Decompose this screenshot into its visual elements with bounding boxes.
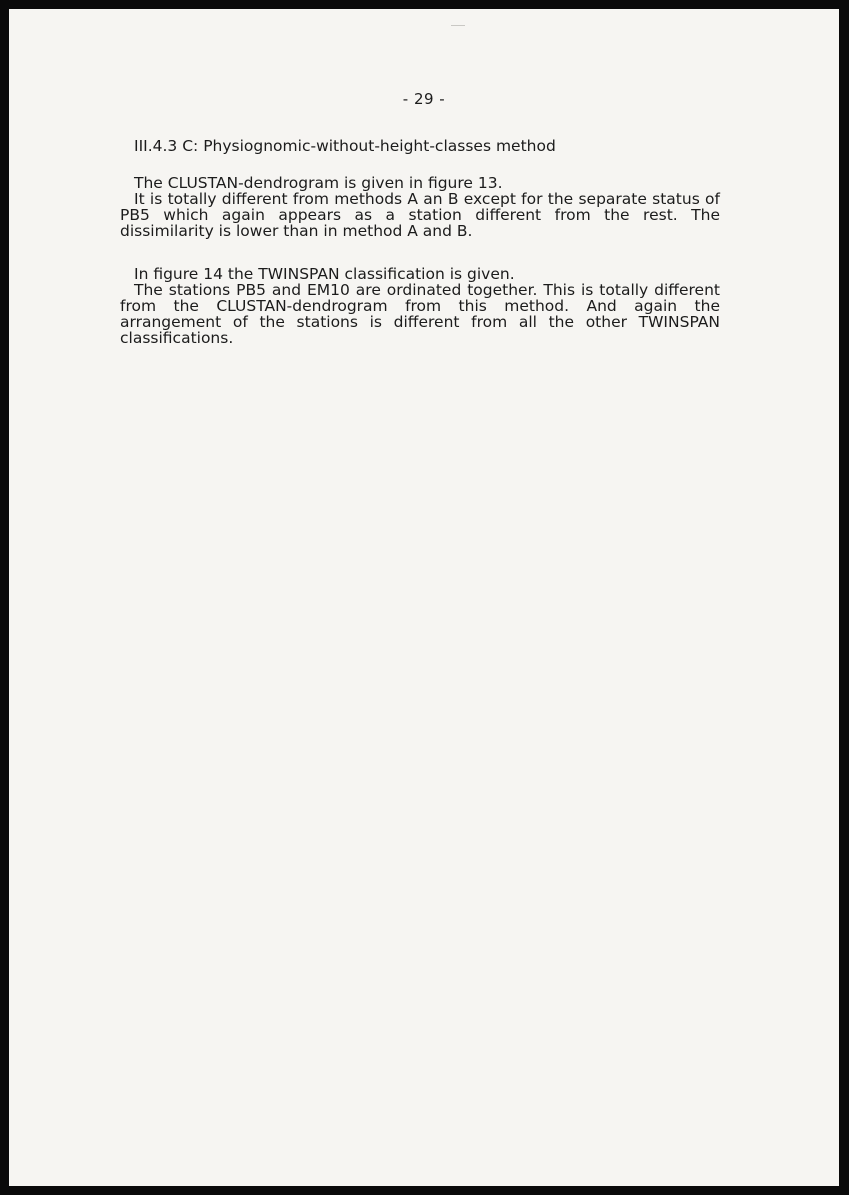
page-number: - 29 - <box>402 90 446 108</box>
paragraph: It is totally different from methods A an B except for the separate status of PB5 which again appears as a station different from the rest. The dissimilarity is lower than in method A and B. <box>120 190 720 240</box>
paragraph-group-twinspan <box>120 266 720 346</box>
scan-mark <box>451 25 465 26</box>
paragraph: In figure 14 the TWINSPAN classification is given. <box>134 265 515 283</box>
paragraph-group-clustan <box>120 175 720 239</box>
paragraph: The stations PB5 and EM10 are ordinated together. This is totally different from the CLUSTAN-dendrogram from this method. And again the arrangement of the stations is different from all the other TWINSPAN classifications. <box>120 281 720 347</box>
document-page <box>9 9 839 1186</box>
paragraph: The CLUSTAN-dendrogram is given in figure 13. <box>134 174 503 192</box>
section-heading: III.4.3 C: Physiognomic-without-height-classes method <box>134 137 556 155</box>
